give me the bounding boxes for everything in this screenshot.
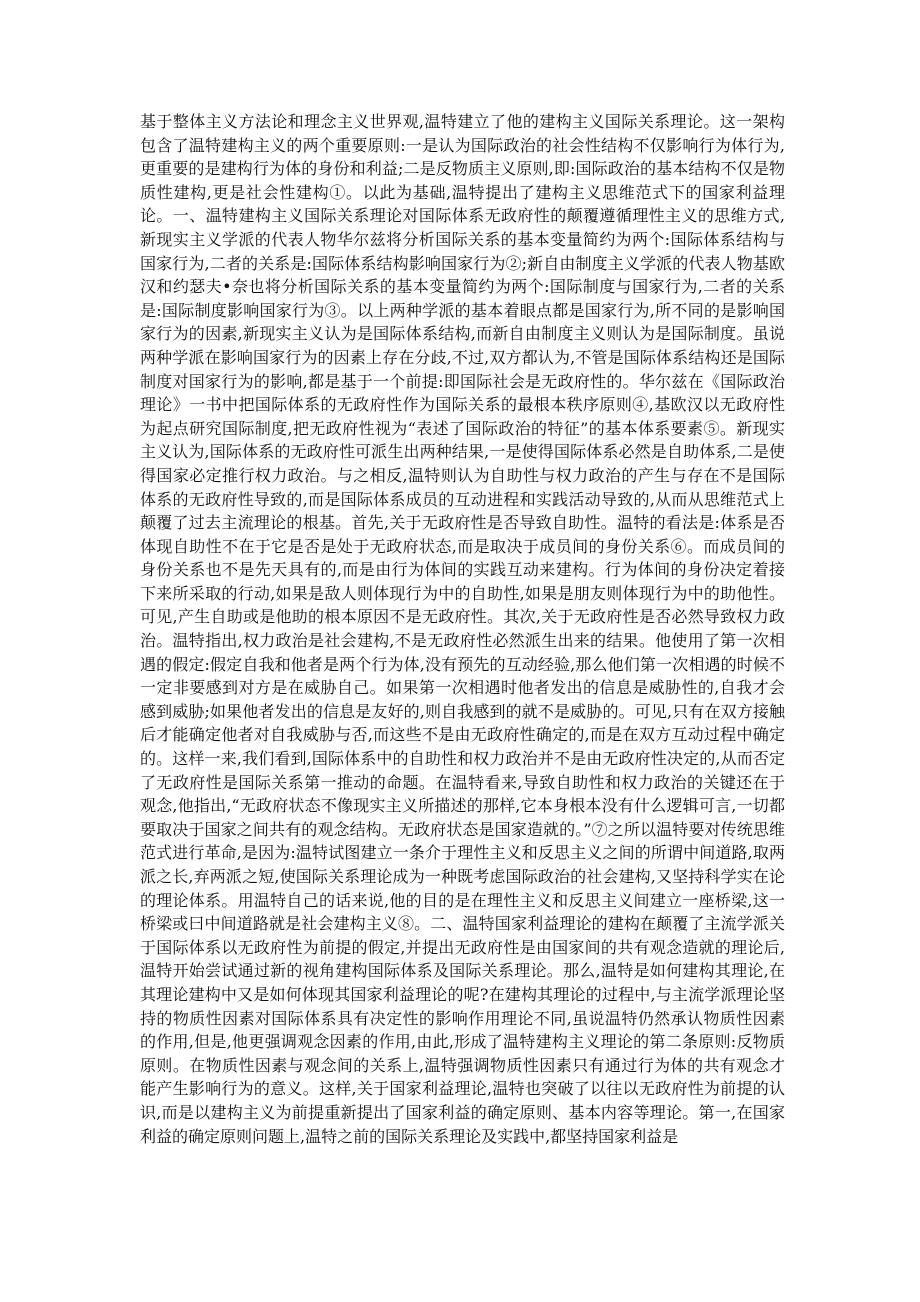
- body-paragraph: 基于整体主义方法论和理念主义世界观,温特建立了他的建构主义国际关系理论。这一架构包含了温特建构主义的两个重要原则:一是认为国际政治的社会性结构不仅影响行为体行为,更重要的是建构行为体的身份和利益;二是反物质主义原则,即:国际政治的基本结构不仅是物质性建构,更是社会性建构①。以此为基础,温特提出了建构主义思维范式下的国家利益理论。一、温特建构主义国际关系理论对国际体系无政府性的颠覆遵循理性主义的思维方式,新现实主义学派的代表人物华尔兹将分析国际关系的基本变量简约为两个:国际体系结构与国家行为,二者的关系是:国际体系结构影响国家行为②;新自由制度主义学派的代表人物基欧汉和约瑟夫•奈也将分析国际关系的基本变量简约为两个:国际制度与国家行为,二者的关系是:国际制度影响国家行为③。以上两种学派的基本着眼点都是国家行为,所不同的是影响国家行为的因素,新现实主义认为是国际体系结构,而新自由制度主义则认为是国际制度。虽说两种学派在影响国家行为的因素上存在分歧,不过,双方都认为,不管是国际体系结构还是国际制度对国家行为的影响,都是基于一个前提:即国际社会是无政府性的。华尔兹在《国际政治理论》一书中把国际体系的无政府性作为国际关系的最根本秩序原则④,基欧汉以无政府性为起点研究国际制度,把无政府性视为“表述了国际政治的特征”的基本体系要素⑤。新现实主义认为,国际体系的无政府性可派生出两种结果,一是使得国际体系必然是自助体系,二是使得国家必定推行权力政治。与之相反,温特则认为自助性与权力政治的产生与存在不是国际体系的无政府性导致的,而是国际体系成员的互动进程和实践活动导致的,从而从思维范式上颠覆了过去主流理论的根基。首先,关于无政府性是否导致自助性。温特的看法是:体系是否体现自助性不在于它是否是处于无政府状态,而是取决于成员间的身份关系⑥。而成员间的身份关系也不是先天具有的,而是由行为体间的实践互动来建构。行为体间的身份决定着接下来所采取的行动,如果是敌人则体现行为中的自助性,如果是朋友则体现行为中的助他性。可见,产生自助或是他助的根本原因不是无政府性。其次,关于无政府性是否必然导致权力政治。温特指出,权力政治是社会建构,不是无政府性必然派生出来的结果。他使用了第一次相遇的假定:假定自我和他者是两个行为体,没有预先的互动经验,那么他们第一次相遇的时候不一定非要感到对方是在威胁自己。如果第一次相遇时他者发出的信息是威胁性的,自我才会感到威胁;如果他者发出的信息是友好的,则自我感到的就不是威胁的。可见,只有在双方接触后才能确定他者对自我威胁与否,而这些不是由无政府性确定的,而是在双方互动过程中确定的。这样一来,我们看到,国际体系中的自助性和权力政治并不是由无政府性决定的,从而否定了无政府性是国际关系第一推动的命题。在温特看来,导致自助性和权力政治的关键还在于观念,他指出,“无政府状态不像现实主义所描述的那样,它本身根本没有什么逻辑可言,一切都要取决于国家之间共有的观念结构。无政府状态是国家造就的。”⑦之所以温特要对传统思维范式进行革命,是因为:温特试图建立一条介于理性主义和反思主义之间的所谓中间道路,取两派之长,弃两派之短,使国际关系理论成为一种既考虑国际政治的社会建构,又坚持科学实在论的理论体系。用温特自己的话来说,他的目的是在理性主义和反思主义间建立一座桥梁,这一桥梁或曰中间道路就是社会建构主义⑧。二、温特国家利益理论的建构在颠覆了主流学派关于国际体系以无政府性为前提的假定,并提出无政府性是由国家间的共有观念造就的理论后,温特开始尝试通过新的视角建构国际体系及国际关系理论。那么,温特是如何建构其理论,在其理论建构中又是如何体现其国家利益理论的呢?在建构其理论的过程中,与主流学派理论坚持的物质性因素对国际体系具有决定性的影响作用理论不同,虽说温特仍然承认物质性因素的作用,但是,他更强调观念因素的作用,由此,形成了温特建构主义理论的第二条原则:反物质原则。在物质性因素与观念间的关系上,温特强调物质性因素只有通过行为体的共有观念才能产生影响行为的意义。这样,关于国家利益理论,温特也突破了以往以无政府性为前提的认识,而是以建构主义为前提重新提出了国家利益的确定原则、基本内容等理论。第一,在国家利益的确定原则问题上,温特之前的国际关系理论及实践中,都坚持国家利益是: [140, 112, 785, 1146]
- body-text-block: [140, 110, 785, 1148]
